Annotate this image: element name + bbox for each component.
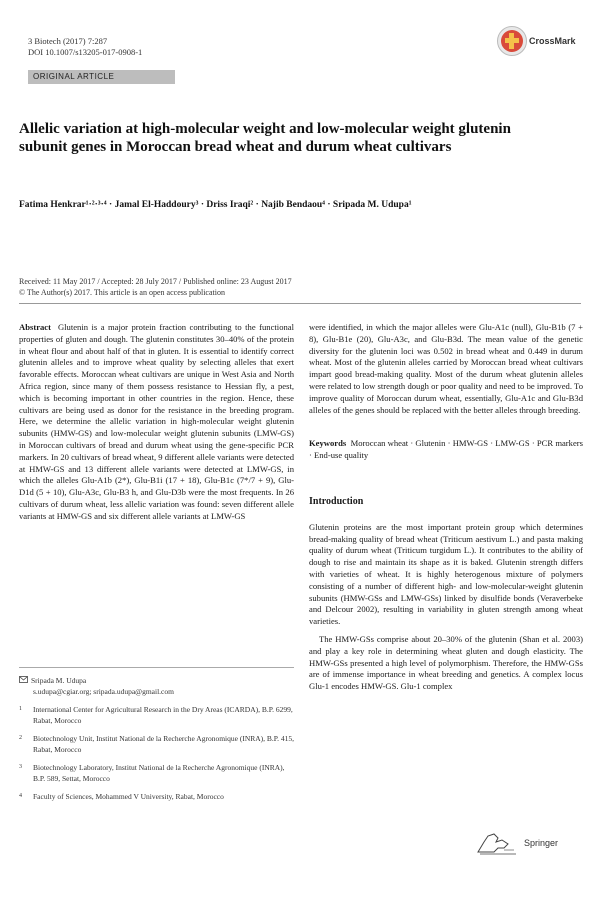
abstract-text-right: were identified, in which the major alleles were Glu-A1c (null), Glu-B1b (7 + 8), Glu-B1e (20), Glu-A3c, and Glu-B3d. The mean value of the genetic diversity for the glutenin loci was 0.502 in bread wheat and 0.449 in durum wheat. Most of the glutenin alleles carried by Moroccan bread wheat cultivars impart good bread-making quality. Most of the durum wheat glutenin alleles were related to low strength dough or poor quality and need to be improved. To improve quality of Moroccan durum wheat, essentially, Glu-A1c and Glu-B3d alleles of the genes should be replaced with the better alleles through breeding. <box>309 322 583 415</box>
received-accepted-line: Received: 11 May 2017 / Accepted: 28 July 2017 / Published online: 23 August 2017 <box>19 277 292 286</box>
affiliation-item: 4 Faculty of Sciences, Mohammed V University, Rabat, Morocco <box>19 792 224 801</box>
doi-line[interactable]: DOI 10.1007/s13205-017-0908-1 <box>28 47 143 57</box>
envelope-icon <box>19 676 31 687</box>
affiliation-item: 3 Biotechnology Laboratory, Institut National de la Recherche Agronomique (INRA), B.P. 589, Settat, Morocco <box>19 763 285 783</box>
correspondence-block <box>19 670 294 803</box>
keywords-paragraph <box>309 438 583 462</box>
right-column <box>309 322 583 693</box>
crossmark-badge[interactable] <box>497 26 576 56</box>
journal-citation <box>28 36 142 58</box>
abstract-paragraph <box>19 322 294 523</box>
corresponding-author-name: Sripada M. Udupa <box>31 676 87 685</box>
springer-horse-icon <box>474 830 522 856</box>
paper-title: Allelic variation at high-molecular weight and low-molecular weight glutenin subunit genes in Moroccan bread wheat and durum wheat cultivars <box>19 121 511 155</box>
introduction-para-1: Glutenin proteins are the most important protein group which determines bread-making quality of bread wheat (Triticum aestivum L.) and pasta making quality of durum wheat (Triticum turgidum L.). It contributes to the ability of dough to rise and maintain its shape as it is baked. Glutenin strength differs with varieties of wheat. It is highly heterogenous mixture of polymers consisting of a number of different high- and low-molecular-weight glutenin subunits (HMW-GSs and LMW-GSs) linked by disulfide bonds (Veraverbeke and Delcour 2002), resulting in variability in gluten strength among wheat varieties. <box>309 521 583 627</box>
publisher-name: Springer <box>524 838 559 848</box>
crossmark-icon <box>497 26 527 56</box>
journal-line: 3 Biotech (2017) 7:287 <box>28 36 108 46</box>
corresponding-author-emails[interactable]: s.udupa@cgiar.org; sripada.udupa@gmail.com <box>33 686 174 696</box>
publisher-logo <box>474 830 558 856</box>
affiliation-item: 1 International Center for Agricultural Research in the Dry Areas (ICARDA), B.P. 6299, Rabat, Morocco <box>19 705 293 725</box>
keywords-heading: Keywords <box>309 438 347 449</box>
introduction-heading: Introduction <box>309 495 364 507</box>
left-column <box>19 322 294 523</box>
keywords-text: Moroccan wheat · Glutenin · HMW-GS · LMW-GS · PCR markers · End-use quality <box>309 438 583 461</box>
abstract-heading: Abstract <box>19 322 51 332</box>
introduction-para-2: The HMW-GSs comprise about 20–30% of the glutenin (Shan et al. 2003) and play a key role in determining wheat gluten and dough elasticity. The HMW-GSs presented a high level of polymorphism. Therefore, the HMW-GSs are of immense importance in wheat breeding and genetics. A complex locus Glu-1 encodes HMW-GS. Glu-1 complex <box>309 633 583 692</box>
copyright-line: © The Author(s) 2017. This article is an open access publication <box>19 288 225 297</box>
abstract-text-left: Glutenin is a major protein fraction contributing to the functional properties of gluten and dough. The glutenin constitutes 30–40% of the protein in wheat flour and about half of that in gluten. It is essential to identify correct glutenin alleles and to improve wheat quality by selecting alleles that exert favorable effects. Moroccan wheat cultivars are unique in West Asia and North Africa region, since many of them possess resistance to Hessian fly, a pest, which is becoming important in other countries in the region. Hence, these cultivars are being used as donor for the resistance in the breeding program. Here, we determine the allelic variation in high-molecular weight glutenin subunits (HMW-GS) and low-molecular weight glutenin subunits (LMW-GS) in Moroccan cultivars of bread and durum wheat using the gene-specific PCR markers. In 20 cultivars of bread wheat, 9 different allele variants were detected at HMW-GS and 13 different allele variants were detected at LMW-GS, in which the alleles Glu-A1b (2*), Glu-B1i (17 + 18), Glu-B1c (7*/7 + 9), Glu-D1d (5 + 10), Glu-A3c, Glu-B3 h, and Glu-D3b were the most frequents. In 26 cultivars of durum wheat, less allelic variation was found: seven different allele variants at HMW-GS and six different allele variants at LMW-GS <box>19 322 294 521</box>
crossmark-label: CrossMark <box>529 36 576 46</box>
header-divider <box>19 303 581 304</box>
correspondence-divider <box>19 667 294 668</box>
publication-dates <box>19 276 579 298</box>
author-list: Fatima Henkrar¹·²·³·⁴ · Jamal El-Haddoury³ · Driss Iraqi² · Najib Bendaou⁴ · Sripada M. Udupa¹ <box>19 200 412 210</box>
article-type-band: ORIGINAL ARTICLE <box>28 70 175 84</box>
affiliation-item: 2 Biotechnology Unit, Institut National de la Recherche Agronomique (INRA), B.P. 415, Rabat, Morocco <box>19 734 294 754</box>
